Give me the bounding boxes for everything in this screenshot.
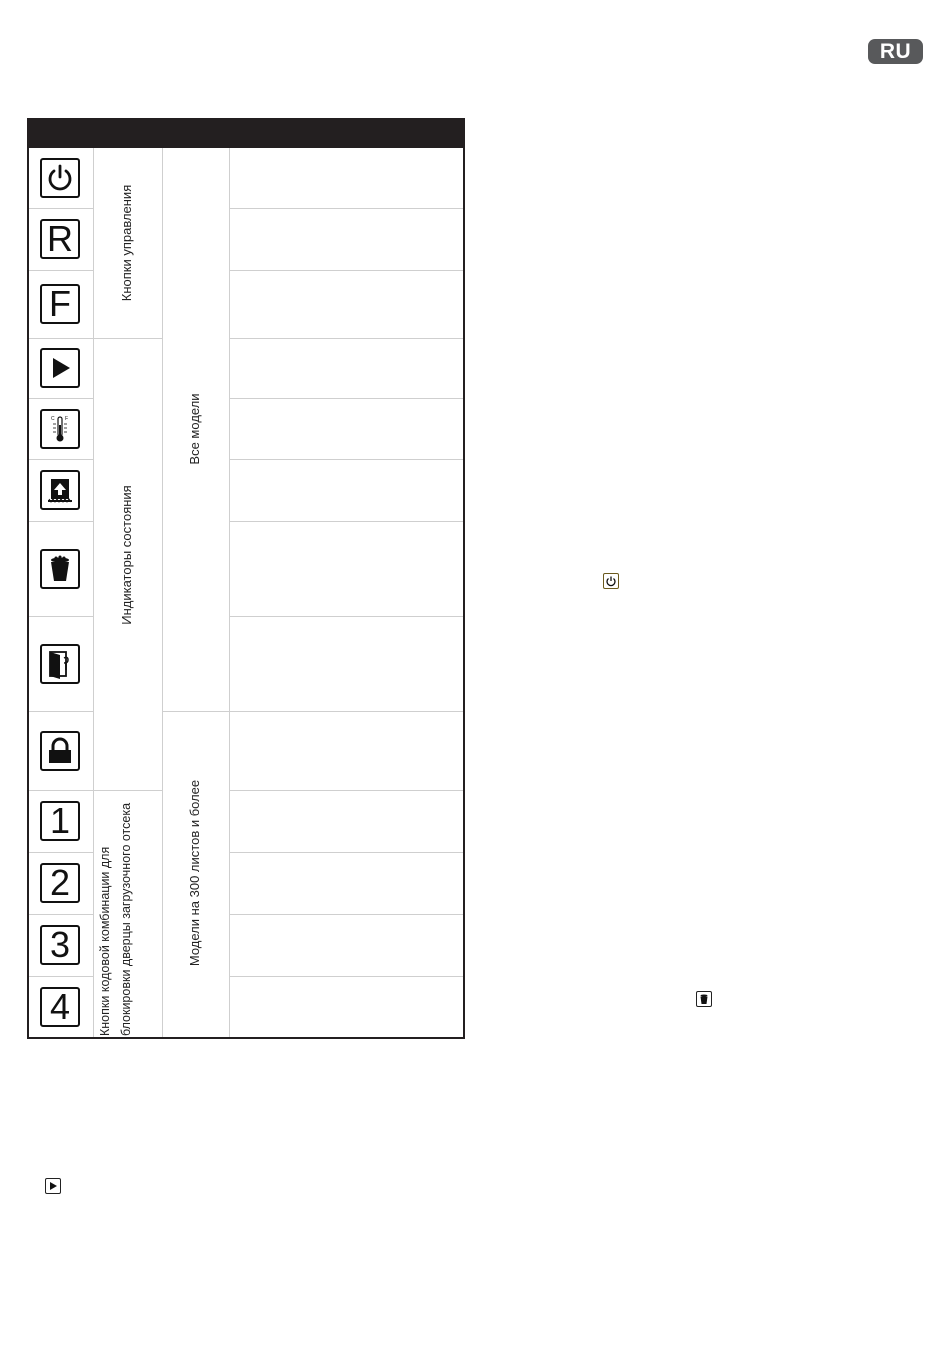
column-divider <box>162 148 163 1037</box>
table-row <box>27 914 93 976</box>
paper-feed-icon <box>40 470 80 510</box>
model-label-300-sheets: Модели на 300 листов и более <box>187 779 202 967</box>
table-row <box>27 398 93 459</box>
f-letter-icon <box>40 284 80 324</box>
digit-1-icon <box>40 801 80 841</box>
group-label-status-indicators: Индикаторы состояния <box>119 485 134 625</box>
column-divider <box>93 148 94 1037</box>
row-divider <box>230 521 463 522</box>
model-label-all-models: Все модели <box>187 393 202 465</box>
thermometer-icon <box>40 409 80 449</box>
f-letter-glyph: F <box>49 283 71 324</box>
play-icon <box>45 1178 61 1194</box>
digit-4-glyph: 4 <box>49 985 71 1027</box>
table-row <box>27 521 93 616</box>
bin-icon <box>696 991 712 1007</box>
digit-2-glyph: 2 <box>49 862 71 903</box>
table-row <box>27 270 93 338</box>
group-label-control-buttons: Кнопки управления <box>119 184 134 302</box>
table-row <box>27 338 93 398</box>
bin-icon <box>40 549 80 589</box>
r-letter-glyph: R <box>47 218 73 259</box>
table-row <box>27 852 93 914</box>
row-divider <box>230 790 463 791</box>
row-divider <box>230 459 463 460</box>
r-letter-icon <box>40 219 80 259</box>
row-divider <box>230 338 463 339</box>
row-divider <box>230 711 463 712</box>
table-row <box>27 616 93 711</box>
controls-table <box>27 118 465 1039</box>
svg-text:C: C <box>51 415 55 422</box>
row-divider <box>230 208 463 209</box>
digit-1-glyph: 1 <box>49 800 71 841</box>
group-label-code-buttons: Кнопки кодовой комбинации для блокировки дверцы загрузочного отсека <box>98 802 133 1036</box>
lock-icon <box>40 731 80 771</box>
digit-4-icon <box>40 987 80 1027</box>
power-icon <box>603 573 619 589</box>
table-row <box>27 459 93 521</box>
door-icon <box>40 644 80 684</box>
svg-text:F: F <box>65 415 69 422</box>
model-divider <box>163 711 229 712</box>
table-row <box>27 976 93 1037</box>
power-icon <box>40 158 80 198</box>
language-badge: RU <box>868 39 923 64</box>
table-row <box>27 790 93 852</box>
row-divider <box>230 852 463 853</box>
row-divider <box>230 914 463 915</box>
play-icon <box>40 348 80 388</box>
table-header-bar <box>27 118 465 148</box>
row-divider <box>230 976 463 977</box>
digit-2-icon <box>40 863 80 903</box>
digit-3-icon <box>40 925 80 965</box>
row-divider <box>230 616 463 617</box>
table-row <box>27 148 93 208</box>
column-divider <box>229 148 230 1037</box>
row-divider <box>230 270 463 271</box>
table-row <box>27 711 93 790</box>
digit-3-glyph: 3 <box>49 924 71 965</box>
table-row <box>27 208 93 270</box>
group-divider <box>94 338 162 339</box>
row-divider <box>230 398 463 399</box>
